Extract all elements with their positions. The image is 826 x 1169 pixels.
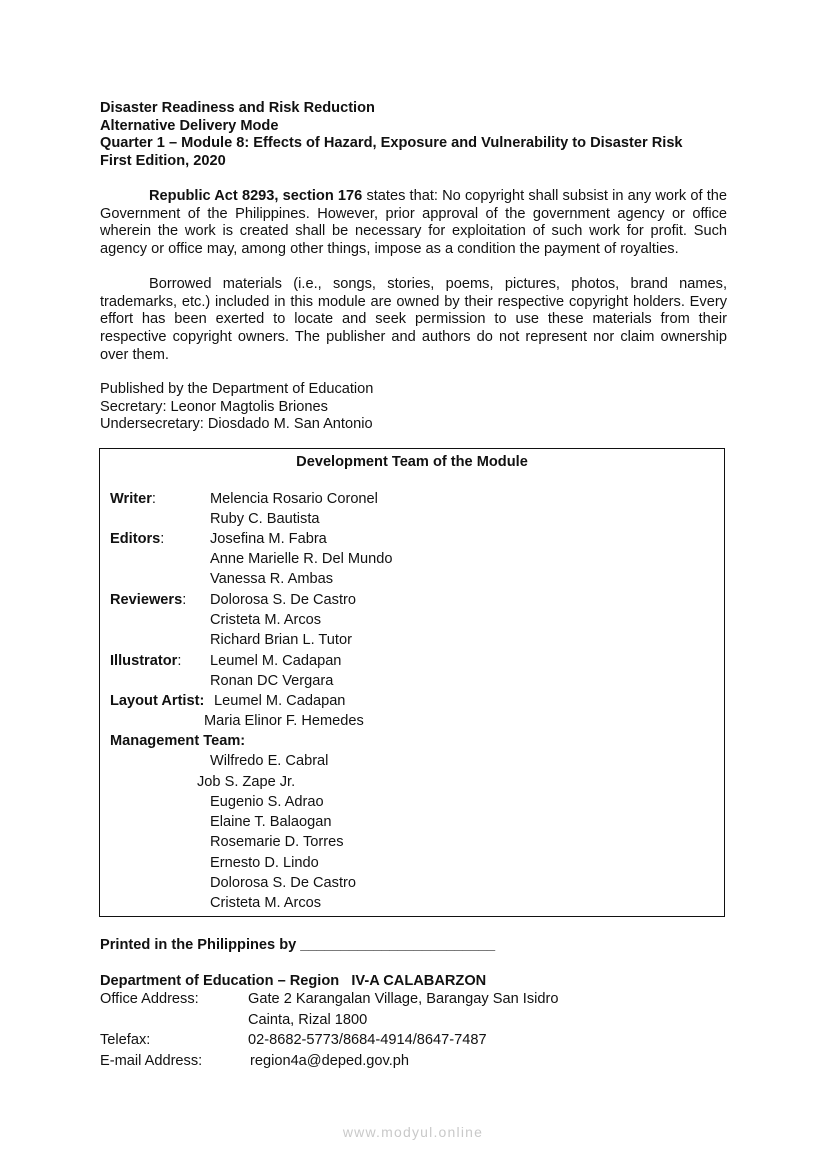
management-member: Eugenio S. Adrao bbox=[210, 794, 324, 810]
writer-name: Ruby C. Bautista bbox=[210, 511, 320, 527]
office-address-line2: Cainta, Rizal 1800 bbox=[248, 1012, 368, 1028]
telefax-label: Telefax: bbox=[100, 1032, 151, 1048]
copyright-text: states that: No copyright shall subsist in any work of the Government of the Philippines. However, prior approval of the government agency or office wherein the work is created shall be necessary for exploitation of such work for profit. Such agency or office may, among other things, impose as a condition the payment of royalties. bbox=[100, 188, 727, 258]
management-member: Job S. Zape Jr. bbox=[197, 774, 296, 790]
writer-label: Writer: bbox=[110, 491, 156, 507]
telefax-value: 02-8682-5773/8684-4914/8647-7487 bbox=[248, 1032, 487, 1048]
law-reference: Republic Act 8293, section 176 bbox=[149, 188, 363, 204]
undersecretary: Undersecretary: Diosdado M. San Antonio bbox=[100, 416, 373, 433]
borrowed-text: Borrowed materials (i.e., songs, stories, poems, pictures, photos, brand names, trademarks, etc.) included in this module are owned by their respective copyright holders. Every effort has been exerted to locate and seek permission to use these materials from their respective copyright owners. The publisher and authors do not represent nor claim ownership over them. bbox=[100, 276, 727, 363]
reviewer-name: Cristeta M. Arcos bbox=[210, 612, 322, 628]
email-value: region4a@deped.gov.ph bbox=[250, 1053, 409, 1069]
secretary: Secretary: Leonor Magtolis Briones bbox=[100, 398, 328, 415]
team-title: Development Team of the Module bbox=[296, 454, 528, 470]
layout-artist-name: Leumel M. Cadapan bbox=[214, 693, 346, 709]
publisher-block bbox=[100, 381, 373, 434]
editor-name: Vanessa R. Ambas bbox=[210, 571, 334, 587]
printed-by: Printed in the Philippines by ________________________ bbox=[100, 937, 496, 953]
development-team-box bbox=[99, 448, 725, 917]
office-address-label: Office Address: bbox=[100, 991, 199, 1007]
illustrator-label: Illustrator: bbox=[110, 653, 182, 669]
deped-region-title: Department of Education – Region IV-A CALABARZON bbox=[100, 973, 487, 989]
publisher: Published by the Department of Education bbox=[100, 381, 374, 397]
management-member: Wilfredo E. Cabral bbox=[210, 753, 329, 769]
website-footer: www.modyul.online bbox=[342, 1124, 484, 1140]
illustrator-name: Ronan DC Vergara bbox=[210, 673, 334, 689]
title-block bbox=[100, 100, 740, 171]
layout-artist-label: Layout Artist: bbox=[110, 693, 205, 709]
layout-artist-name: Maria Elinor F. Hemedes bbox=[204, 713, 364, 729]
module-title: Quarter 1 – Module 8: Effects of Hazard, Exposure and Vulnerability to Disaster Risk bbox=[100, 135, 683, 152]
editors-label: Editors: bbox=[110, 531, 165, 547]
management-member: Rosemarie D. Torres bbox=[210, 834, 344, 850]
management-member: Dolorosa S. De Castro bbox=[210, 875, 356, 891]
editor-name: Josefina M. Fabra bbox=[210, 531, 327, 547]
borrowed-materials-notice bbox=[100, 276, 727, 365]
management-member: Elaine T. Balaogan bbox=[210, 814, 332, 830]
editor-name: Anne Marielle R. Del Mundo bbox=[210, 551, 393, 567]
copyright-notice bbox=[100, 188, 727, 259]
subject-title: Disaster Readiness and Risk Reduction bbox=[100, 100, 375, 116]
reviewers-label: Reviewers: bbox=[110, 592, 187, 608]
writer-name: Melencia Rosario Coronel bbox=[210, 491, 378, 507]
illustrator-name: Leumel M. Cadapan bbox=[210, 653, 342, 669]
reviewer-name: Dolorosa S. De Castro bbox=[210, 592, 356, 608]
management-member: Cristeta M. Arcos bbox=[210, 895, 322, 911]
office-address-line1: Gate 2 Karangalan Village, Barangay San Isidro bbox=[248, 991, 559, 1007]
management-team-label: Management Team: bbox=[110, 733, 246, 749]
reviewer-name: Richard Brian L. Tutor bbox=[210, 632, 352, 648]
delivery-mode: Alternative Delivery Mode bbox=[100, 117, 279, 134]
email-label: E-mail Address: bbox=[100, 1053, 203, 1069]
management-member: Ernesto D. Lindo bbox=[210, 855, 319, 871]
edition: First Edition, 2020 bbox=[100, 153, 226, 170]
